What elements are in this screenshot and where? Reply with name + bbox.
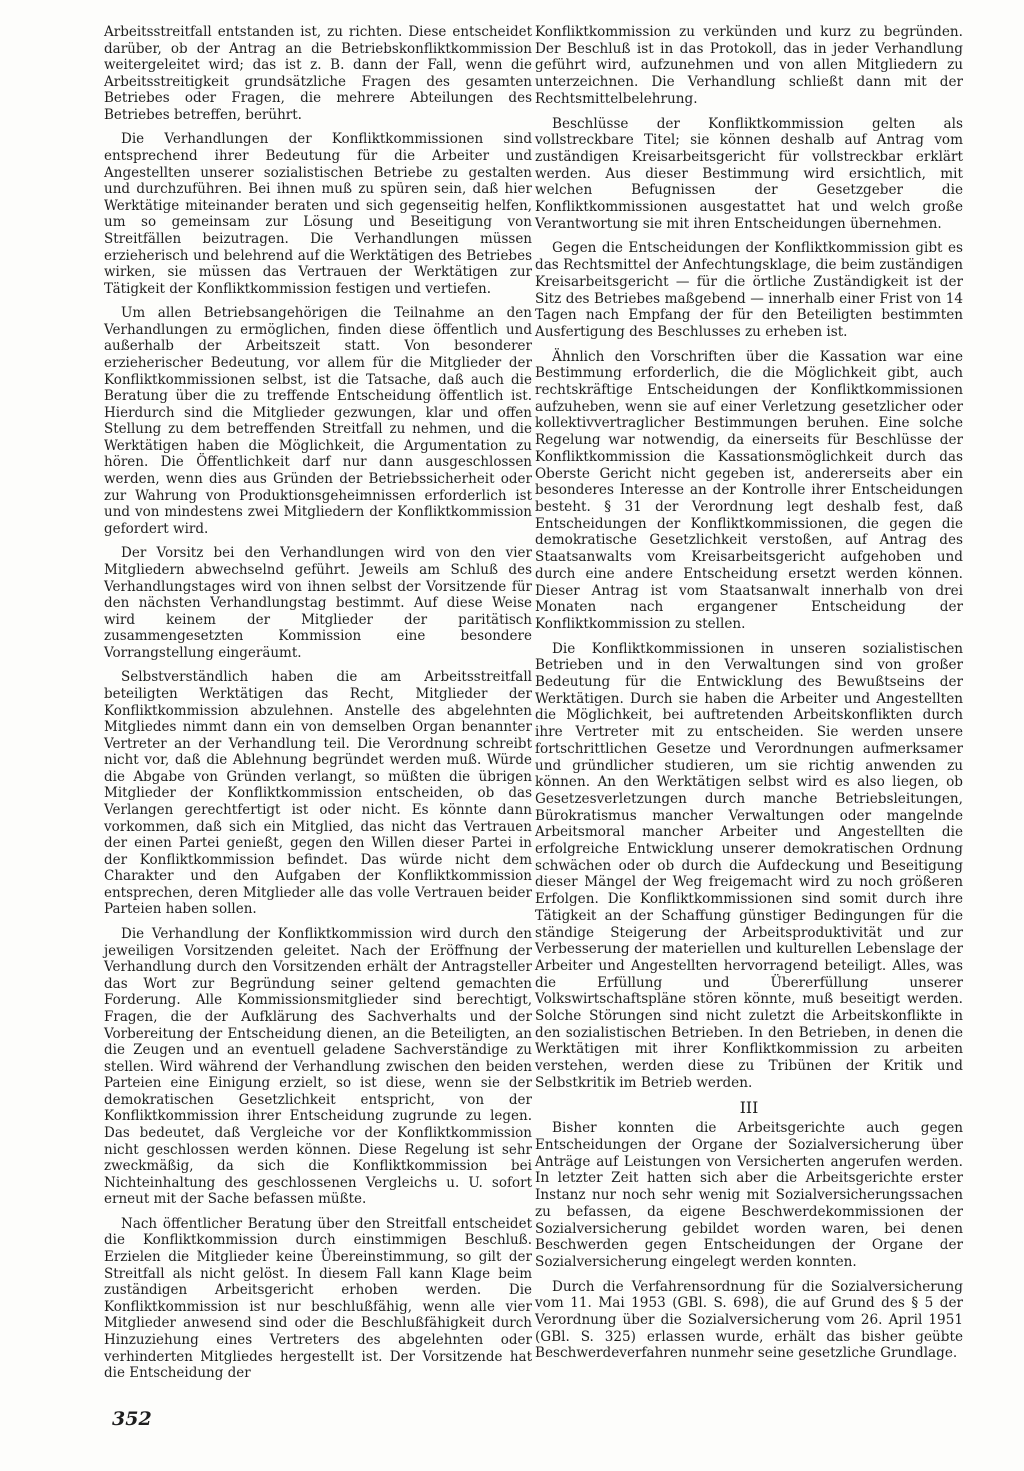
- paragraph: Die Verhandlung der Konfliktkommission wird durch den jeweiligen Vorsitzenden geleitet. Nach der Eröffnung der Verhandlung durch den Vorsitzenden erhält der Antragsteller das Wort zur Begründung seiner geltend gemachten Forderung. Alle Kommissionsmitglieder sind berechtigt, Fragen, die der Aufklärung des Sachverhalts und der Vorbereitung der Entscheidung dienen, an die Beteiligten, an die Zeugen und an eventuell geladene Sachverständige zu stellen. Wird während der Verhandlung zwischen den beiden Parteien eine Einigung erzielt, so ist diese, wenn sie der demokratischen Gesetzlichkeit entspricht, von der Konfliktkommission ihrer Entscheidung zugrunde zu legen. Das bedeutet, daß Vergleiche vor der Konfliktkommission nicht geschlossen werden können. Diese Regelung ist sehr zweckmäßig, da sich die Konfliktkommission bei Nichteinhaltung des geschlossenen Vergleichs u. U. sofort erneut mit der Sache befassen müßte.: [104, 926, 532, 1208]
- paragraph: Selbstverständlich haben die am Arbeitsstreitfall beteiligten Werktätigen das Recht, Mitglieder der Konfliktkommission abzulehnen. Anstelle des abgelehnten Mitgliedes nimmt dann ein von demselben Organ benannter Vertreter an der Verhandlung teil. Die Verordnung schreibt nicht vor, daß die Ablehnung begründet werden muß. Würde die Abgabe von Gründen verlangt, so müßten die übrigen Mitglieder der Konfliktkommission entscheiden, ob das Verlangen gerechtfertigt ist oder nicht. Es könnte dann vorkommen, daß sich ein Mitglied, das nicht das Vertrauen der einen Partei genießt, gegen den Willen dieser Partei in der Konfliktkommission befindet. Das würde nicht dem Charakter und den Aufgaben der Konfliktkommission entsprechen, deren Mitglieder alle das volle Vertrauen beider Parteien haben sollen.: [104, 669, 532, 918]
- paragraph: Um allen Betriebsangehörigen die Teilnahme an den Verhandlungen zu ermöglichen, finden diese öffentlich und außerhalb der Arbeitszeit statt. Von besonderer erzieherischer Bedeutung, vor allem für die Mitglieder der Konfliktkommissionen selbst, ist die Tatsache, daß auch die Beratung über die zu treffende Entscheidung öffentlich ist. Hierdurch sind die Mitglieder gezwungen, klar und offen Stellung zu dem betreffenden Streitfall zu nehmen, und die Werktätigen haben die Möglichkeit, die Argumentation zu hören. Die Öffentlichkeit darf nur dann ausgeschlossen werden, wenn dies aus Gründen der Betriebssicherheit oder zur Wahrung von Produktionsgeheimnissen erforderlich ist und von mindestens zwei Mitgliedern der Konfliktkommission gefordert wird.: [104, 305, 532, 537]
- paragraph: Arbeitsstreitfall entstanden ist, zu richten. Diese entscheidet darüber, ob der Antrag an die Betriebskonfliktkommission weitergeleitet wird; das ist z. B. dann der Fall, wenn die Arbeitsstreitigkeit grundsätzliche Fragen des gesamten Betriebes oder Fragen, die mehrere Abteilungen des Betriebes betreffen, berührt.: [104, 24, 532, 123]
- paragraph: Beschlüsse der Konfliktkommission gelten als vollstreckbare Titel; sie können deshalb auf Antrag vom zuständigen Kreisarbeitsgericht für vollstreckbar erklärt werden. Aus dieser Bestimmung wird ersichtlich, mit welchen Befugnissen der Gesetzgeber die Konfliktkommissionen ausgestattet hat und welch große Verantwortung sie mit ihren Entscheidungen übernehmen.: [535, 115, 963, 232]
- page-number: 352: [112, 1408, 152, 1430]
- paragraph: Gegen die Entscheidungen der Konfliktkommission gibt es das Rechtsmittel der Anfechtungsklage, die beim zuständigen Kreisarbeitsgericht — für die örtliche Zuständigkeit ist der Sitz des Betriebes maßgebend — innerhalb einer Frist von 14 Tagen nach Empfang der für den Beteiligten bestimmten Ausfertigung des Beschlusses zu erheben ist.: [535, 240, 963, 340]
- paragraph: Bisher konnten die Arbeitsgerichte auch gegen Entscheidungen der Organe der Sozialversicherung über Anträge auf Leistungen von Versicherten angerufen werden. In letzter Zeit hatten sich aber die Arbeitsgerichte erster Instanz nur noch sehr wenig mit Sozialversicherungssachen zu befassen, da eigene Beschwerdekommissionen der Sozialversicherung gebildet worden waren, bei denen Beschwerden gegen Entscheidungen der Organe der Sozialversicherung eingelegt werden konnten.: [535, 1120, 963, 1270]
- paragraph: Nach öffentlicher Beratung über den Streitfall entscheidet die Konfliktkommission durch einstimmigen Beschluß. Erzielen die Mitglieder keine Übereinstimmung, so gilt der Streitfall als nicht gelöst. In diesem Fall kann Klage beim zuständigen Arbeitsgericht erhoben werden. Die Konfliktkommission ist nur beschlußfähig, wenn alle vier Mitglieder anwesend sind oder die Beschlußfähigkeit durch Hinzuziehung eines Vertreters des abgelehnten oder verhinderten Mitgliedes hergestellt ist. Der Vorsitzende hat die Entscheidung der: [104, 1215, 532, 1382]
- right-column: [535, 24, 963, 1370]
- left-column: [104, 24, 532, 1390]
- paragraph: Der Vorsitz bei den Verhandlungen wird von den vier Mitgliedern abwechselnd geführt. Jeweils am Schluß des Verhandlungstages wird von ihnen selbst der Vorsitzende für den nächsten Verhandlungstag bestimmt. Auf diese Weise wird keinem der Mitglieder der paritätisch zusammengesetzten Kommission eine besondere Vorrangstellung eingeräumt.: [104, 545, 532, 661]
- paragraph: Konfliktkommission zu verkünden und kurz zu begründen. Der Beschluß ist in das Protokoll, das in jeder Verhandlung geführt wird, aufzunehmen und von allen Mitgliedern zu unterzeichnen. Die Verhandlung schließt dann mit der Rechtsmittelbelehrung.: [535, 24, 963, 107]
- paragraph: Durch die Verfahrensordnung für die Sozialversicherung vom 11. Mai 1953 (GBl. S. 698), die auf Grund des § 5 der Verordnung über die Sozialversicherung vom 26. April 1951 (GBl. S. 325) erlassen wurde, erhält das bisher geübte Beschwerdeverfahren nunmehr seine gesetzliche Grundlage.: [535, 1278, 963, 1362]
- paragraph: Die Konfliktkommissionen in unseren sozialistischen Betrieben und in den Verwaltungen sind von großer Bedeutung für die Entwicklung des Bewußtseins der Werktätigen. Durch sie haben die Arbeiter und Angestellten die Möglichkeit, bei auftretenden Arbeitskonflikten durch ihre Vertreter mit zu entscheiden. Sie werden unsere fortschrittlichen Gesetze und Verordnungen aufmerksamer und gründlicher studieren, um sie richtig anwenden zu können. An den Werktätigen selbst wird es also liegen, ob Gesetzesverletzungen durch manche Betriebsleitungen, Bürokratismus mancher Verwaltungen oder mangelnde Arbeitsmoral mancher Arbeiter und Angestellten die erfolgreiche Entwicklung unserer demokratischen Ordnung schwächen oder ob durch die Aufdeckung und Beseitigung dieser Mängel der Weg freigemacht wird zu noch größeren Erfolgen. Die Konfliktkommissionen sind somit durch ihre Tätigkeit an der Schaffung günstiger Bedingungen für die ständige Steigerung der Arbeitsproduktivität und zur Verbesserung der materiellen und kulturellen Lebenslage der Arbeiter und Angestellten hervorragend beteiligt. Alles, was die Erfüllung und Übererfüllung unserer Volkswirtschaftspläne stören könnte, muß beseitigt werden. Solche Störungen sind nicht zuletzt die Arbeitskonflikte in den sozialistischen Betrieben. In den Betrieben, in denen die Werktätigen mit ihrer Konfliktkommission zu arbeiten verstehen, werden diese zu Tribünen der Kritik und Selbstkritik im Betrieb werden.: [535, 640, 963, 1091]
- paragraph: Ähnlich den Vorschriften über die Kassation war eine Bestimmung erforderlich, die die Möglichkeit gibt, auch rechtskräftige Entscheidungen der Konfliktkommissionen aufzuheben, wenn sie auf einer Verletzung gesetzlicher oder kollektivvertraglicher Bestimmungen beruhen. Eine solche Regelung war notwendig, da einerseits für Beschlüsse der Konfliktkommission die Kassationsmöglichkeit durch das Oberste Gericht nicht gegeben ist, andererseits aber ein besonderes Interesse an der Kontrolle ihrer Entscheidungen besteht. § 31 der Verordnung legt deshalb fest, daß Entscheidungen der Konfliktkommissionen, die gegen die demokratische Gesetzlichkeit verstoßen, auf Antrag des Staatsanwalts vom Kreisarbeitsgericht aufgehoben und durch eine andere Entscheidung ersetzt werden können. Dieser Antrag ist vom Staatsanwalt innerhalb von drei Monaten nach ergangener Entscheidung der Konfliktkommission zu stellen.: [535, 348, 963, 632]
- section-heading: III: [739, 1098, 759, 1117]
- paragraph: Die Verhandlungen der Konfliktkommissionen sind entsprechend ihrer Bedeutung für die Arbeiter und Angestellten unserer sozialistischen Betriebe zu gestalten und durchzuführen. Bei ihnen muß zu spüren sein, daß hier Werktätige miteinander beraten und sich gegenseitig helfen, um so gemeinsam zur Lösung und Beseitigung von Streitfällen beizutragen. Die Verhandlungen müssen erzieherisch und belehrend auf die Werktätigen des Betriebes wirken, sie müssen das Vertrauen der Werktätigen zur Tätigkeit der Konfliktkommission festigen und vertiefen.: [104, 131, 532, 297]
